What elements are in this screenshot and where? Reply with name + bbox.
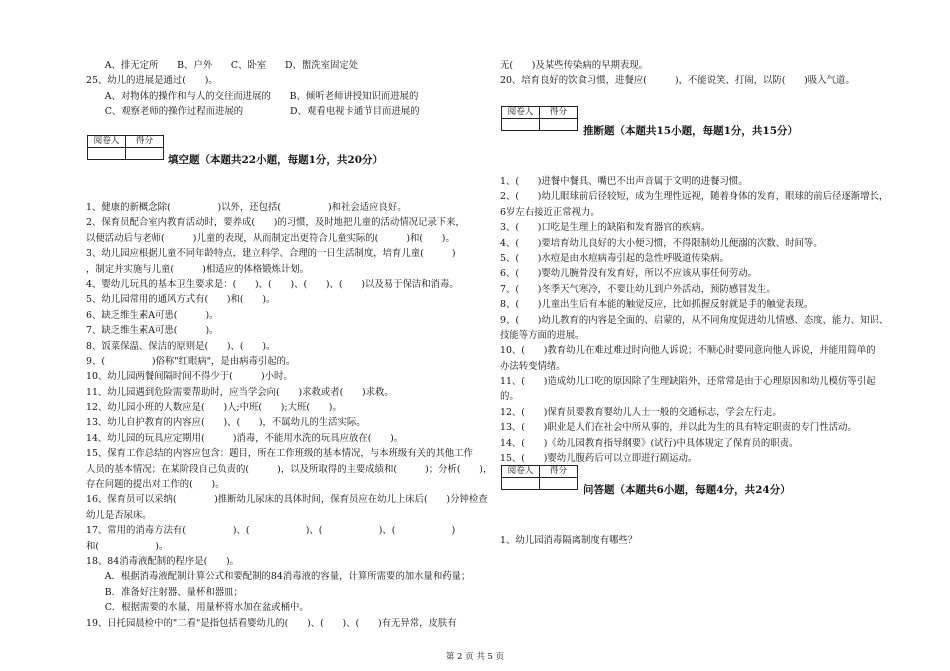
judge-line: 1、( )进餐中餐具、嘴巴不出声音属于文明的进餐习惯。 [500, 176, 748, 187]
judge-questions [500, 174, 905, 466]
option-line: C、观察老师的操作过程而进展的 D、观看电视卡通节目而进展的 [86, 106, 420, 118]
fill-line: 2、保育员配合室内教育活动时，要养成( )的习惯，及时地把儿童的活动情况记录下来， [86, 217, 465, 229]
question-25: 25、幼儿的进展是通过( )。 [86, 75, 218, 87]
fill-line: 6、缺乏维生素A可患( )。 [86, 309, 219, 321]
fill-line: 5、幼儿园常用的通风方式有( )和( )。 [86, 294, 276, 306]
fill-line: 20、培育良好的饮食习惯，进餐应( )，不能说笑、打闹，以防( )吸入气道。 [500, 75, 855, 87]
judge-line: 5、( )水痘是由水痘病毒引起的急性呼吸道传染病。 [500, 252, 729, 264]
score-box-judge [501, 106, 578, 131]
judge-line: 办法转变情绪。 [500, 360, 566, 372]
option-line: A、排无定所 B、户外 C、卧室 D、盥洗室固定处 [86, 60, 359, 71]
fill-line: 和( )。 [86, 540, 169, 552]
fill-line: 13、幼儿自护教育的内容应( )、( )，不属幼儿的生活实际。 [86, 417, 366, 429]
section-title-judge: 推断题（本题共15小题，每题1分，共15分） [583, 125, 799, 137]
judge-line: 9、( )幼儿教育的内容是全面的、启蒙的，从不同角度促进幼儿情感、态度、能力、知识、 [500, 314, 889, 326]
fill-line: 存在问题的提出对工作的( )。 [86, 479, 225, 491]
score-box-fill [87, 135, 164, 160]
fill-line: A．根据消毒液配制计算公式和要配制的84消毒液的容量，计算所需要的加水量和药量； [86, 571, 471, 583]
reviewer-cell [502, 478, 540, 490]
fill-line: 人员的基本情况；在某阶段自己负责的( )，以及所取得的主要成绩和( )；分析( )， [86, 463, 493, 475]
fill-line: C．根据需要的水量，用量杯将水加在盆或桶中。 [86, 602, 309, 614]
judge-line: 6岁左右接近正常视力。 [500, 206, 600, 218]
fill-line: 10、幼儿园两餐间隔时间不得少于( )小时。 [86, 371, 293, 383]
judge-line: 12、( )保育员要教育婴幼儿人士一般的交通标志，学会左行走。 [500, 406, 782, 418]
fill-line: 12、幼儿园小班的人数应是( )人;中班( );大班( )。 [86, 402, 342, 414]
reviewer-label: 阅卷人 [502, 107, 540, 119]
left-column [86, 58, 491, 120]
fill-line: 无( )及某些传染病的早期表现。 [500, 60, 648, 71]
reviewer-cell [502, 119, 540, 131]
page-footer: 第 2 页 共 5 页 [445, 652, 505, 662]
fill-line: 17、常用的消毒方法有( )、( )、( )、( ) [86, 525, 456, 537]
score-cell [126, 148, 164, 160]
essay-questions [500, 533, 905, 548]
judge-line: 14、( )《幼儿园教育指导纲要》(试行)中具体规定了保育员的职责。 [500, 437, 799, 449]
reviewer-label: 阅卷人 [88, 136, 126, 148]
section-title-fill: 填空题（本题共22小题，每题1分，共20分） [168, 154, 384, 166]
fill-line: 1、健康的新概念除( )以外，还包括( )和社会适应良好。 [86, 202, 407, 213]
fill-line: ，制定并实施与儿童( )相适应的体格锻炼计划。 [86, 263, 309, 275]
judge-line: 13、( )职业是人们在社会中所从事的，并以此为生的具有特定职责的专门性活动。 [500, 422, 857, 434]
fill-line: 19、日托园晨检中的"二看"是指包括看婴幼儿的( )、( )、( )有无异常，皮肤有 [86, 617, 457, 629]
option-line: A、对物体的操作和与人的交往而进展的 B、倾听老师讲授知识而进展的 [86, 90, 419, 102]
fill-line: 7、缺乏维生素A可患( )。 [86, 325, 219, 337]
judge-line: 8、( )儿童出生后有本能的触觉反应，比如抓握反射就是手的触觉表现。 [500, 299, 814, 311]
judge-line: 的。 [500, 391, 519, 403]
reviewer-cell [88, 148, 126, 160]
judge-line: 10、( )教育幼儿在难过难过时向他人诉说；不顺心时要同意向他人诉说，并能用简单的 [500, 345, 876, 357]
score-cell [540, 478, 578, 490]
fill-line: 幼儿是否尿床。 [86, 509, 152, 521]
fill-line: 4、婴幼儿玩具的基本卫生要求是：( )、( )、( )、( )以及易于保洁和消毒。 [86, 278, 459, 290]
right-column-top [500, 58, 905, 89]
fill-line: 14、幼儿园的玩具应定期用( )消毒，不能用水洗的玩具应放在( )。 [86, 432, 404, 444]
fill-line: 3、幼儿园应根据儿童不同年龄特点，建立科学、合理的一日生活制度，培育儿童( ) [86, 248, 456, 260]
fill-questions [86, 200, 491, 631]
fill-line: 18、84消毒液配制的程序是( )。 [86, 555, 240, 567]
judge-line: 11、( )造成幼儿口吃的原因除了生理缺陷外，还常常是由于心理原因和幼儿模仿等引起 [500, 376, 876, 388]
section-title-essay: 问答题（本题共6小题，每题4分，共24分） [583, 484, 791, 496]
judge-line: 7、( )冬季天气寒冷，不要让幼儿到户外活动，预防感冒发生。 [500, 283, 776, 295]
fill-line: 9、( )俗称"红眼病"，是由病毒引起的。 [86, 355, 296, 367]
score-box-essay [501, 465, 578, 490]
score-cell [540, 119, 578, 131]
judge-line: 4、( )要培育幼儿良好的大小便习惯，不得限制幼儿便溺的次数、时间等。 [500, 237, 823, 249]
fill-line: 16、保育员可以采纳( )推断幼儿尿床的具体时间，保育员应在幼儿上床后( )分钟检查 [86, 494, 488, 506]
judge-line: 3、( )口吃是生理上的缺陷和发育器官的疾病。 [500, 222, 711, 234]
score-label: 得分 [540, 466, 578, 478]
judge-line: 技能等方面的进展。 [500, 329, 585, 341]
reviewer-label: 阅卷人 [502, 466, 540, 478]
fill-line: 15、保育工作总结的内容应包含：题目，所在工作班级的基本情况，与本班级有关的其他工作 [86, 448, 473, 460]
essay-question-1: 1、幼儿园消毒隔离制度有哪些？ [500, 535, 638, 546]
fill-line: B．准备好注射器、量杯和器皿； [86, 586, 243, 598]
judge-line: 15、( )婴幼儿腹药后可以立即进行剧运动。 [500, 453, 698, 465]
score-label: 得分 [540, 107, 578, 119]
fill-line: 8、饭菜保温、保洁的原则是( )、( )。 [86, 340, 276, 352]
judge-line: 6、( )婴幼儿腕骨没有发育好，所以不应该从事任何劳动。 [500, 268, 758, 280]
fill-line: 11、幼儿园遇到危险需要帮助时，应当学会向( )求救或者( )求救。 [86, 386, 394, 398]
judge-line: 2、( )幼儿眼球前后径较短，成为生理性远视，随着身体的发育，眼球的前后径逐渐增长， [500, 191, 889, 203]
fill-line: 以便活动后与老师( )儿童的表现，从而制定出更符合儿童实际的( )和( )。 [86, 232, 455, 244]
score-label: 得分 [126, 136, 164, 148]
